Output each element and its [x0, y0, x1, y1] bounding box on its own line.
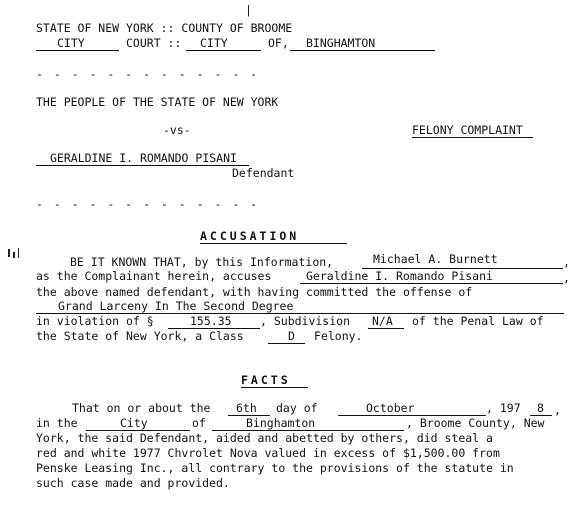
section-number: 155.35	[190, 314, 232, 328]
year-comma: ,	[554, 403, 561, 417]
complainant-name: Michael A. Burnett	[373, 252, 498, 266]
separator-1: - - - - - - - - - - - - -	[36, 67, 260, 81]
header-court-type: CITY	[57, 36, 85, 50]
header-line1: STATE OF NEW YORK :: COUNTY OF BROOME	[36, 21, 293, 35]
subdivision-underline	[368, 328, 404, 329]
accusation-line3: the above named defendant, with having committed the offense of	[36, 285, 473, 299]
header-city-label: CITY	[200, 36, 228, 50]
offense-text: Grand Larceny In The Second Degree	[58, 299, 294, 313]
top-mark: |	[245, 3, 252, 17]
subdivision-value: N/A	[372, 314, 393, 328]
accused-name: Geraldine I. Romando Pisani	[306, 269, 493, 283]
felony-class: D	[288, 329, 295, 343]
document-type-underline	[412, 137, 533, 138]
accusation-line6-b: Felony.	[314, 329, 363, 343]
facts-day: 6th	[236, 401, 257, 415]
facts-line4: red and white 1977 Chvrolet Nova valued in excess of $1,500.00 from	[36, 446, 500, 460]
defendant-name: GERALDINE I. ROMANDO PISANI	[50, 151, 237, 165]
header-city-name: BINGHAMTON	[306, 36, 376, 50]
scan-mark	[18, 248, 19, 258]
accusation-heading-underline	[200, 243, 347, 244]
facts-line1-c: , 197	[486, 401, 521, 415]
accusation-heading: ACCUSATION	[200, 229, 300, 243]
vs-label: -vs-	[163, 123, 191, 137]
defendant-label: Defendant	[232, 166, 295, 180]
facts-line2-c: , Broome County, New	[406, 416, 545, 430]
facts-line1-a: That on or about the	[72, 401, 211, 415]
facts-line2-b: of	[192, 416, 206, 430]
court-type-underline	[36, 50, 119, 51]
accusation-line5-c: of the Penal Law of	[412, 314, 544, 328]
accusation-line6-a: the State of New York, a Class	[36, 329, 244, 343]
accusation-line1: BE IT KNOWN THAT, by this Information,	[70, 255, 334, 269]
header-court-label: COURT ::	[126, 36, 182, 50]
complainant-comma: ,	[563, 255, 570, 269]
accusation-line2: as the Complainant herein, accuses	[36, 269, 272, 283]
defendant-underline	[36, 165, 249, 166]
class-underline	[268, 343, 305, 344]
separator-2: - - - - - - - - - - - - -	[36, 197, 260, 211]
city-name-underline	[290, 50, 435, 51]
accusation-line5-a: in violation of §	[36, 314, 154, 328]
facts-month: October	[366, 401, 415, 415]
accusation-line5-b: , Subdivision	[260, 314, 351, 328]
scan-mark	[8, 249, 10, 257]
facts-heading-underline	[241, 387, 308, 388]
facts-line1-b: day of	[276, 401, 318, 415]
facts-heading: FACTS	[241, 373, 291, 387]
document-type: FELONY COMPLAINT	[412, 123, 523, 137]
facts-place: Binghamton	[246, 416, 316, 430]
accused-underline	[300, 283, 563, 284]
facts-line5: Penske Leasing Inc., all contrary to the provisions of the statute in	[36, 461, 514, 475]
facts-year-digit: 8	[537, 401, 544, 415]
facts-line3: York, the said Defendant, aided and abetted by others, did steal a	[36, 431, 493, 445]
header-of-label: OF,	[268, 36, 289, 50]
city-label-underline	[186, 50, 261, 51]
facts-line6: such case made and provided.	[36, 476, 230, 490]
facts-line2-a: in the	[36, 416, 78, 430]
scan-mark	[13, 252, 15, 258]
facts-place-type: City	[120, 416, 148, 430]
people-caption: THE PEOPLE OF THE STATE OF NEW YORK	[36, 95, 279, 109]
accused-comma: ,	[563, 271, 570, 285]
